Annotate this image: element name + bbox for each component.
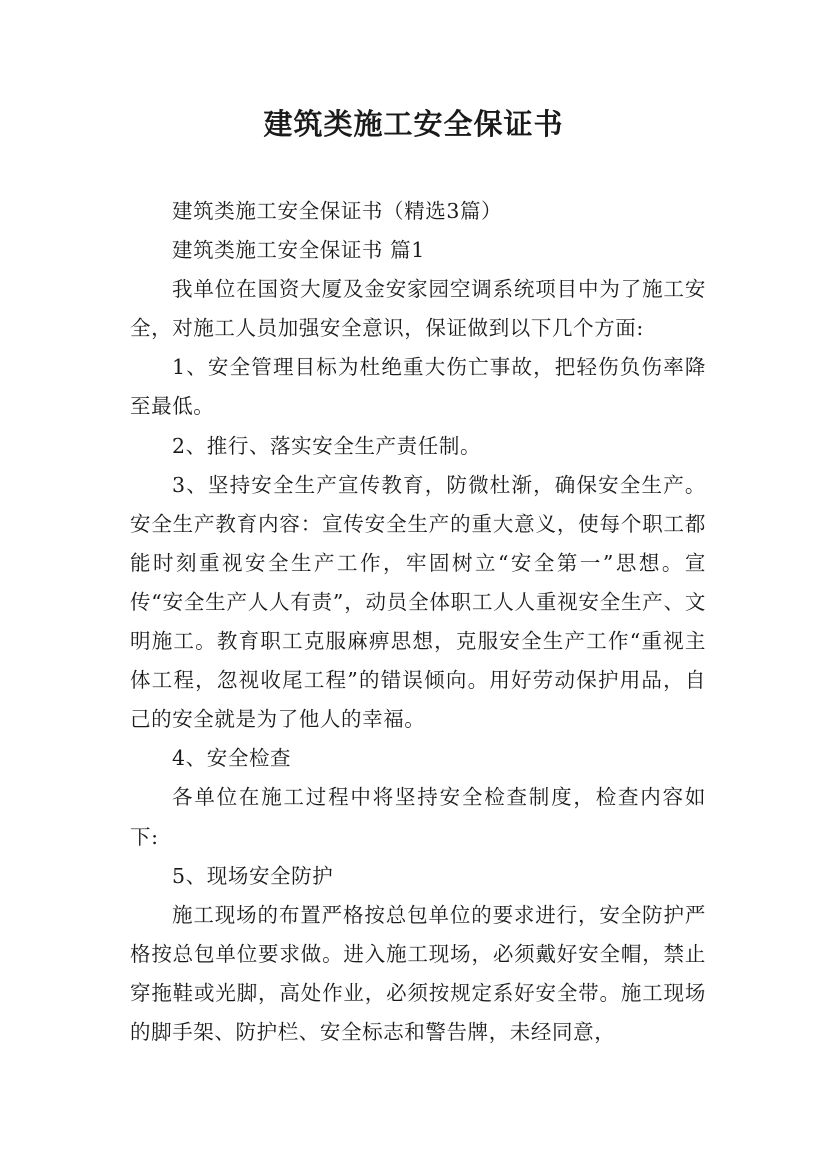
paragraph-item-3: 3、坚持安全生产宣传教育，防微杜渐，确保安全生产。安全生产教育内容：宣传安全生产的重大意义，使每个职工都能时刻重视安全生产工作，牢固树立“安全第一”思想。宣传“安全生产人人有责”，动员全体职工人人重视安全生产、文明施工。教育职工克服麻痹思想，克服安全生产工作“重视主体工程，忽视收尾工程”的错误倾向。用好劳动保护用品，自己的安全就是为了他人的幸福。 [130,472,706,732]
paragraph-intro: 我单位在国资大厦及金安家园空调系统项目中为了施工安全，对施工人员加强安全意识，保证做到以下几个方面: [130,277,706,341]
paragraph-section-heading: 建筑类施工安全保证书 篇1 [172,238,425,263]
document-title: 建筑类施工安全保证书 [263,107,564,141]
document-body [130,192,706,1052]
paragraph-item-1: 1、安全管理目标为杜绝重大伤亡事故，把轻伤负伤率降至最低。 [130,355,706,419]
paragraph-item-4-heading: 4、安全检查 [172,746,292,771]
paragraph-item-4-body: 各单位在施工过程中将坚持安全检查制度，检查内容如下: [130,785,706,849]
paragraph-item-5-body: 施工现场的布置严格按总包单位的要求进行，安全防护严格按总包单位要求做。进入施工现场，必须戴好安全帽，禁止穿拖鞋或光脚，高处作业，必须按规定系好安全带。施工现场的脚手架、防护栏、安全标志和警告牌，未经同意， [130,902,706,1044]
paragraph-subtitle: 建筑类施工安全保证书（精选3篇） [172,199,503,223]
paragraph-item-2: 2、推行、落实安全生产责任制。 [172,433,482,458]
paragraph-item-5-heading: 5、现场安全防护 [172,863,334,888]
